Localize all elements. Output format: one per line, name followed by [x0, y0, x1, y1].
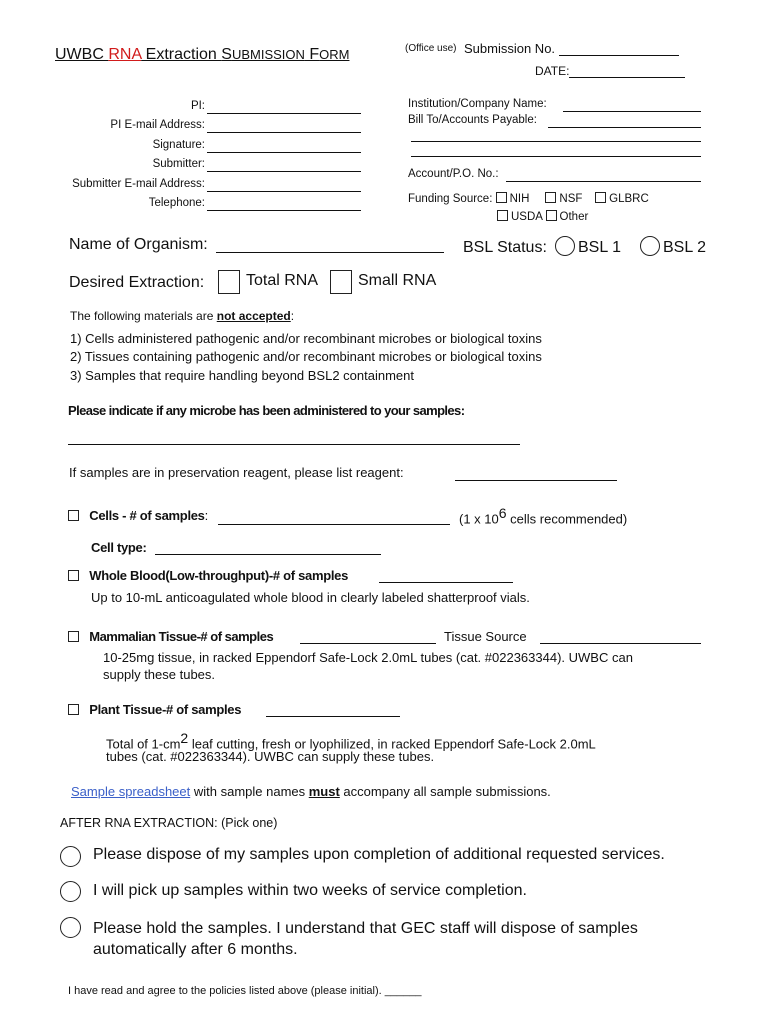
total-rna-label: Total RNA [246, 272, 319, 289]
small-rna-checkbox[interactable] [330, 270, 352, 294]
bsl2-radio[interactable] [640, 236, 660, 256]
funding-source-row2: USDA Other [497, 210, 588, 223]
materials-item-3: 3) Samples that require handling beyond BSL2 containment [70, 368, 414, 383]
cells-row: Cells - # of samples: [68, 508, 208, 523]
blood-checkbox[interactable] [68, 570, 79, 581]
telephone-field[interactable] [207, 197, 361, 211]
funding-nih-checkbox[interactable] [496, 192, 507, 203]
blood-note: Up to 10-mL anticoagulated whole blood in clearly labeled shatterproof vials. [91, 590, 530, 605]
hold-label-2: automatically after 6 months. [93, 941, 298, 958]
submitter-field[interactable] [207, 158, 361, 172]
pickup-radio[interactable] [60, 881, 81, 902]
bill-to-line-3[interactable] [411, 143, 701, 157]
microbe-prompt: Please indicate if any microbe has been administered to your samples: [68, 403, 465, 418]
small-rna-label: Small RNA [358, 272, 437, 289]
after-extraction-heading: AFTER RNA EXTRACTION: (Pick one) [60, 816, 278, 830]
extraction-label: Desired Extraction: [69, 274, 205, 291]
submitter-email-field[interactable] [207, 178, 361, 192]
bsl2-label: BSL 2 [663, 239, 706, 256]
hold-radio[interactable] [60, 917, 81, 938]
bill-to-label: Bill To/Accounts Payable: [408, 114, 537, 126]
telephone-label: Telephone: [148, 197, 205, 209]
submitter-email-label: Submitter E-mail Address: [72, 178, 205, 190]
reagent-field[interactable] [455, 466, 617, 481]
signature-label: Signature: [152, 139, 205, 151]
mammalian-count-field[interactable] [300, 629, 436, 644]
submitter-label: Submitter: [152, 158, 205, 170]
funding-usda-checkbox[interactable] [497, 210, 508, 221]
form-title: UWBC RNA Extraction SUBMISSION FORM [55, 46, 350, 63]
signature-field[interactable] [207, 139, 361, 153]
submission-no-field[interactable] [559, 43, 679, 56]
agreement-text: I have read and agree to the policies listed above (please initial). ______ [68, 985, 422, 997]
funding-nsf-checkbox[interactable] [545, 192, 556, 203]
plant-note-1: Total of $1-cm^2$ leaf cutting, fresh or lyophilized, in racked Eppendorf Safe-Lock 2.0mL [106, 730, 596, 752]
pi-email-label: PI E-mail Address: [110, 119, 205, 131]
tissue-source-label: Tissue Source [444, 629, 527, 644]
tissue-source-field[interactable] [540, 629, 701, 644]
hold-label-1: Please hold the samples. I understand that GEC staff will dispose of samples [93, 920, 638, 937]
microbe-field[interactable] [68, 430, 520, 445]
mammalian-note-2: supply these tubes. [103, 667, 216, 682]
account-field[interactable] [506, 168, 701, 182]
bill-to-field[interactable] [548, 114, 701, 128]
funding-source: Funding Source: NIH NSF GLBRC [408, 193, 649, 205]
cells-recommendation: (1 x $10^6$ cells recommended) [459, 505, 628, 527]
materials-intro: The following materials are not accepted: [70, 309, 295, 323]
office-use-label: (Office use) [405, 43, 457, 54]
organism-field[interactable] [216, 236, 444, 253]
blood-count-field[interactable] [379, 568, 513, 583]
spreadsheet-line: Sample spreadsheet with sample names must accompany all sample submissions. [71, 784, 551, 799]
plant-row: Plant Tissue-# of samples [68, 702, 241, 717]
total-rna-checkbox[interactable] [218, 270, 240, 294]
cells-checkbox[interactable] [68, 510, 79, 521]
pi-email-field[interactable] [207, 119, 361, 133]
organism-label: Name of Organism: [69, 236, 208, 253]
dispose-radio[interactable] [60, 846, 81, 867]
sample-spreadsheet-link[interactable]: Sample spreadsheet [71, 784, 191, 799]
bsl-status-label: BSL Status: [463, 239, 547, 256]
reagent-prompt: If samples are in preservation reagent, please list reagent: [69, 465, 404, 480]
bsl1-radio[interactable] [555, 236, 575, 256]
mammalian-row: Mammalian Tissue-# of samples [68, 629, 273, 644]
funding-glbrc-checkbox[interactable] [595, 192, 606, 203]
plant-count-field[interactable] [266, 702, 400, 717]
materials-item-2: 2) Tissues containing pathogenic and/or recombinant microbes or biological toxins [70, 349, 542, 364]
pi-label: PI: [190, 100, 205, 112]
pickup-label: I will pick up samples within two weeks of service completion. [93, 882, 527, 899]
institution-field[interactable] [563, 98, 701, 112]
materials-item-1: 1) Cells administered pathogenic and/or recombinant microbes or biological toxins [70, 331, 542, 346]
account-label: Account/P.O. No.: [408, 168, 499, 180]
bsl1-label: BSL 1 [578, 239, 621, 256]
submission-no-label: Submission No. [464, 41, 679, 56]
funding-other-checkbox[interactable] [546, 210, 557, 221]
mammalian-checkbox[interactable] [68, 631, 79, 642]
plant-checkbox[interactable] [68, 704, 79, 715]
dispose-label: Please dispose of my samples upon completion of additional requested services. [93, 846, 665, 863]
date-field[interactable] [569, 65, 685, 78]
cells-count-field[interactable] [218, 510, 450, 525]
plant-note-2: tubes (cat. #022363344). UWBC can supply these tubes. [106, 749, 435, 764]
bill-to-line-2[interactable] [411, 128, 701, 142]
mammalian-note-1: 10-25mg tissue, in racked Eppendorf Safe-Lock 2.0mL tubes (cat. #022363344). UWBC can [103, 650, 633, 665]
cell-type-label: Cell type: [91, 540, 147, 555]
date-label: DATE: [535, 64, 685, 78]
blood-row: Whole Blood(Low-throughput)-# of samples [68, 568, 348, 583]
cell-type-field[interactable] [155, 540, 381, 555]
pi-field[interactable] [207, 100, 361, 114]
institution-label: Institution/Company Name: [408, 98, 547, 110]
